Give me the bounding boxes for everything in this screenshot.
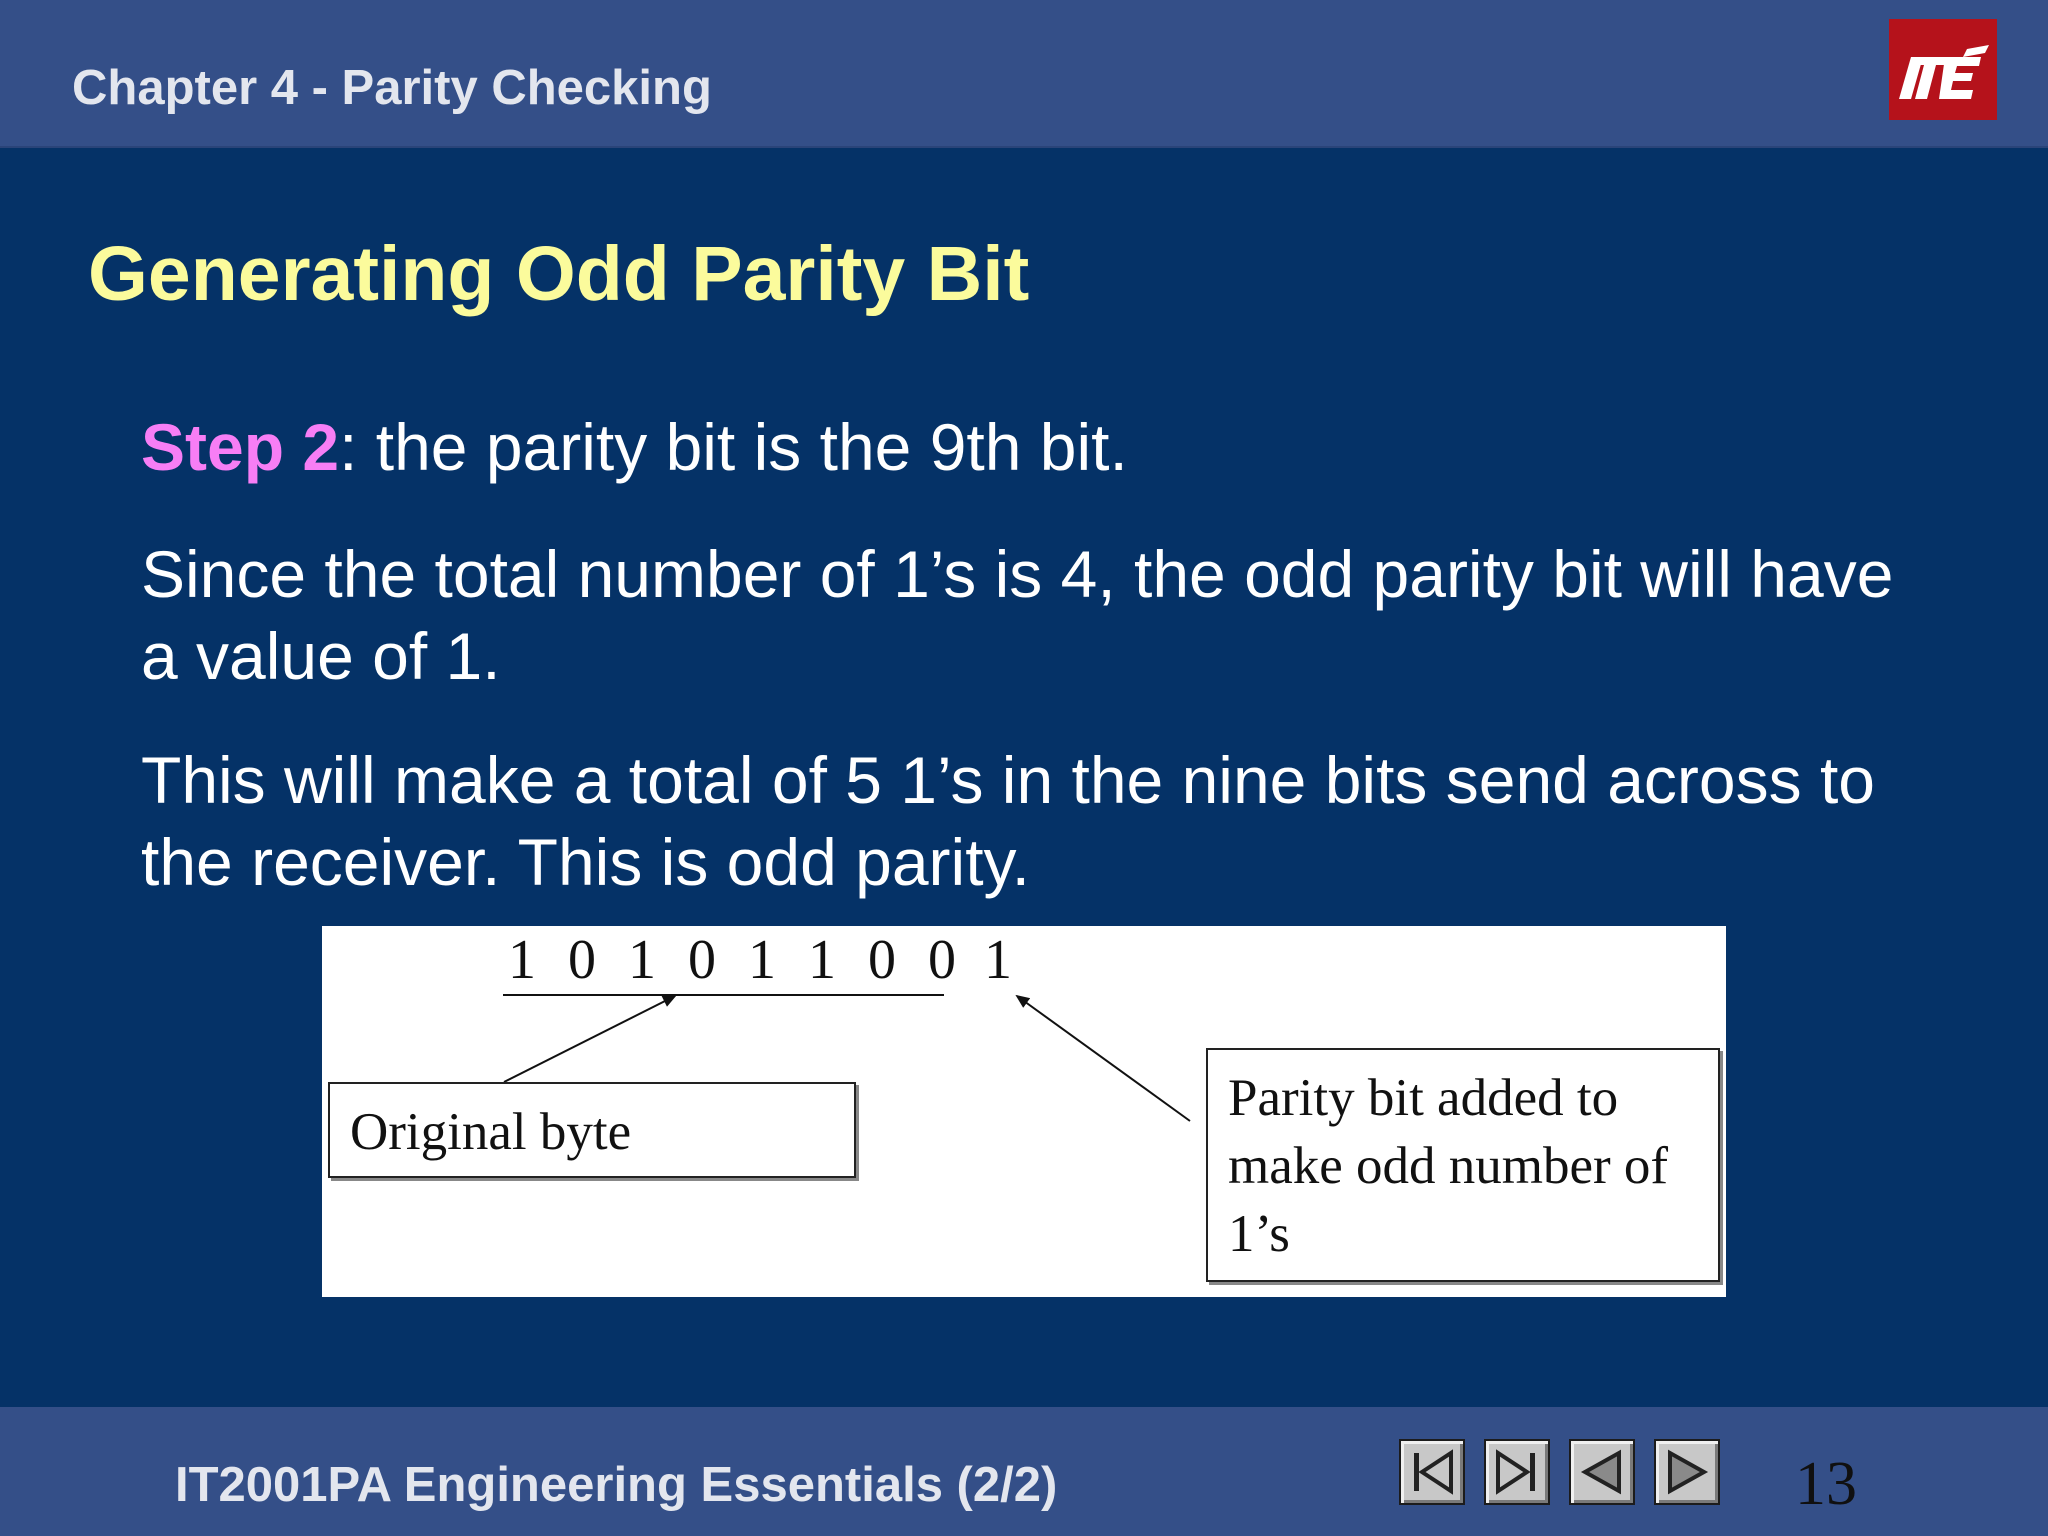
original-byte-arrow	[504, 996, 675, 1082]
slide-title: Generating Odd Parity Bit	[88, 231, 1030, 317]
bit-2: 0	[568, 929, 596, 991]
last-page-icon	[1486, 1441, 1548, 1503]
ite-logo	[1889, 19, 1997, 120]
parity-label-box	[1206, 1048, 1720, 1282]
parity-arrow	[1017, 996, 1190, 1121]
paragraph-3: This will make a total of 5 1’s in the nine bits send across to the receiver. This is odd parity.	[141, 743, 1875, 899]
last-page-button[interactable]	[1484, 1439, 1550, 1505]
bit-3: 1	[628, 929, 656, 991]
previous-page-button[interactable]	[1569, 1439, 1635, 1505]
parity-diagram	[322, 926, 1726, 1297]
bit-9-parity: 1	[984, 929, 1012, 991]
bit-5: 1	[748, 929, 776, 991]
previous-arrow-icon	[1571, 1441, 1633, 1503]
step-text: : the parity bit is the 9th bit.	[339, 410, 1128, 484]
bit-8: 0	[928, 929, 956, 991]
footer-bar	[0, 1407, 2048, 1536]
parity-label: Parity bit added to make odd number of 1’s	[1228, 1069, 1669, 1263]
page-number: 13	[1795, 1450, 1857, 1518]
paragraph-2: Since the total number of 1’s is 4, the odd parity bit will have a value of 1.	[141, 537, 1894, 693]
course-title: IT2001PA Engineering Essentials (2/2)	[175, 1458, 1058, 1512]
original-byte-label-box	[328, 1082, 856, 1178]
bit-6: 1	[808, 929, 836, 991]
chapter-title: Chapter 4 - Parity Checking	[72, 61, 712, 115]
next-page-button[interactable]	[1654, 1439, 1720, 1505]
bit-7: 0	[868, 929, 896, 991]
original-byte-label: Original byte	[350, 1103, 632, 1161]
header-bar	[0, 0, 2048, 148]
bit-1: 1	[508, 929, 536, 991]
step-paragraph	[141, 406, 1941, 488]
step-label: Step 2	[141, 410, 340, 484]
first-page-button[interactable]	[1399, 1439, 1465, 1505]
bit-4: 0	[688, 929, 716, 991]
next-arrow-icon	[1656, 1441, 1718, 1503]
first-page-icon	[1401, 1441, 1463, 1503]
